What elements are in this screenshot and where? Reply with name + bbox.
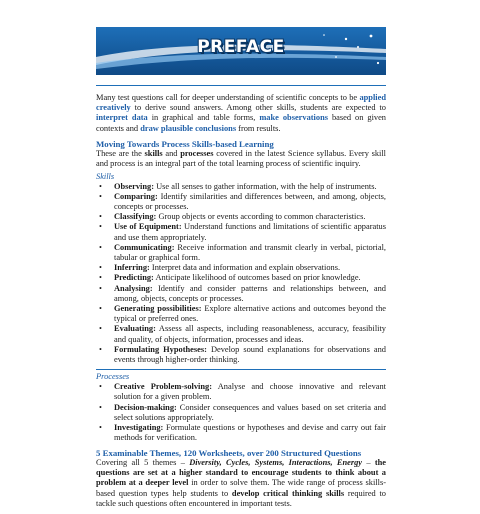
preface-banner [96, 27, 386, 75]
intro-highlight-interpret: interpret data [96, 113, 148, 123]
skill-term: Generating possibilities: [114, 304, 202, 314]
list-item [96, 284, 386, 304]
bullet-icon: • [99, 402, 102, 412]
bullet-icon: • [99, 222, 102, 232]
skill-term: Predicting: [114, 273, 154, 283]
skills-label: Skills [96, 171, 115, 181]
bullet-icon: • [99, 242, 102, 252]
list-item [96, 243, 386, 263]
list-item [96, 403, 386, 423]
skill-term: Inferring: [114, 263, 150, 273]
list-item [96, 182, 386, 192]
list-item [96, 192, 386, 212]
process-term: Investigating: [114, 423, 164, 433]
list-item [96, 324, 386, 344]
skill-description: Use all senses to gather information, with the help of instruments. [154, 181, 377, 191]
skills-list [96, 182, 386, 366]
process-description: Formulate questions or hypotheses and devise and carry out fair methods for verification. [114, 423, 386, 443]
processes-list [96, 382, 386, 443]
skill-description: Develop sound explanations for observations and events through higher-order thinking. [114, 344, 386, 365]
intro-text-2: to derive sound answers. Among other skills, students are expected to [130, 103, 386, 113]
skill-description: Identify similarities and differences between, and among, objects, concepts or processes. [114, 191, 386, 212]
skill-description: Group objects or events according to common characteristics. [156, 212, 366, 222]
list-item [96, 304, 386, 324]
intro-highlight-applied: applied creatively [96, 93, 386, 113]
bullet-icon: • [99, 382, 102, 392]
intro-text-5: from results. [236, 123, 281, 133]
list-item [96, 263, 386, 273]
intro-text-3: in graphical and table forms, [147, 113, 260, 123]
page-title: PREFACE [197, 37, 285, 57]
list-item [96, 423, 386, 443]
intro-paragraph [96, 93, 386, 134]
list-item [96, 382, 386, 402]
process-description: Analyse and choose innovative and relevant solution for a given problem. [114, 382, 386, 402]
skill-description: Identify and consider patterns and relationships between, and among, objects, concepts or processes. [114, 283, 386, 303]
section-heading-process-skills: Moving Towards Process Skills-based Learning [96, 138, 274, 149]
skill-term: Analysing: [114, 283, 153, 293]
skill-term: Classifying: [114, 212, 157, 222]
skill-description: Explore alternative actions and outcomes beyond the typical or preferred ones. [114, 304, 386, 324]
bullet-icon: • [99, 212, 102, 222]
skill-description: Understand functions and limitations of scientific apparatus and use them appropriately. [114, 222, 386, 242]
list-item [96, 212, 386, 222]
processes-label: Processes [96, 372, 130, 382]
section2-text-3: in order to solve them. The wide range of process skills-based question types help students to [96, 478, 386, 498]
section2-paragraph [96, 458, 386, 509]
preface-content [96, 93, 386, 514]
bullet-icon: • [99, 423, 102, 433]
section1-bold-skills: skills [144, 149, 163, 159]
process-term: Creative Problem-solving: [114, 382, 213, 392]
process-term: Decision-making: [114, 402, 177, 412]
skill-description: Assess all aspects, including reasonableness, accuracy, feasibility and quality, of objects, information, processes and ideas. [114, 324, 386, 344]
banner-divider [96, 85, 386, 86]
section2-text-1: Covering all 5 themes – [96, 457, 190, 467]
section1-text-3: covered in the latest Science syllabus. Every skill and process is an integral part of the total learning process of scientific inquiry. [96, 149, 387, 169]
skill-term: Communicating: [114, 242, 175, 252]
section1-text-1: These are the [96, 149, 145, 159]
intro-highlight-conclusions: draw plausible conclusions [140, 123, 237, 133]
section2-text-2: – [362, 457, 375, 467]
skill-term: Observing: [114, 181, 155, 191]
bullet-icon: • [99, 263, 102, 273]
skill-description: Interpret data and information and explain observations. [149, 263, 341, 273]
section2-bold-2: develop critical thinking skills [231, 488, 345, 498]
bullet-icon: • [99, 273, 102, 283]
bullet-icon: • [99, 191, 102, 201]
process-description: Consider consequences and values based on set criteria and select solutions appropriately. [114, 402, 386, 422]
list-item [96, 222, 386, 242]
bullet-icon: • [99, 283, 102, 293]
list-item [96, 345, 386, 365]
section1-paragraph [96, 149, 386, 169]
skill-term: Use of Equipment: [114, 222, 182, 232]
bullet-icon: • [99, 181, 102, 191]
skill-description: Receive information and transmit clearly in verbal, pictorial, tabular or graphical form. [114, 242, 386, 263]
intro-text-4: based on given contexts and [96, 113, 386, 133]
section1-bold-processes: processes [180, 149, 214, 159]
section-divider [96, 369, 386, 370]
list-item [96, 273, 386, 283]
bullet-icon: • [99, 324, 102, 334]
section2-themes: Diversity, Cycles, Systems, Interactions, Energy [189, 457, 363, 467]
section1-text-2: and [162, 149, 181, 159]
bullet-icon: • [99, 344, 102, 354]
skill-term: Evaluating: [114, 324, 156, 334]
bullet-icon: • [99, 304, 102, 314]
intro-text-1: Many test questions call for deeper understanding of scientific concepts to be [96, 93, 358, 102]
section2-bold-1: the questions are set at a higher standard to encourage students to think about a problem at a deeper level [96, 457, 387, 488]
section-heading-themes: 5 Examinable Themes, 120 Worksheets, over 200 Structured Questions [96, 447, 362, 458]
section2-text-4: required to tackle such questions often encountered in important tests. [96, 488, 386, 508]
skill-description: Anticipate likelihood of outcomes based on prior knowledge. [153, 273, 361, 283]
skill-term: Comparing: [114, 191, 158, 201]
skill-term: Formulating Hypotheses: [114, 344, 207, 354]
intro-highlight-observations: make observations [259, 113, 328, 123]
